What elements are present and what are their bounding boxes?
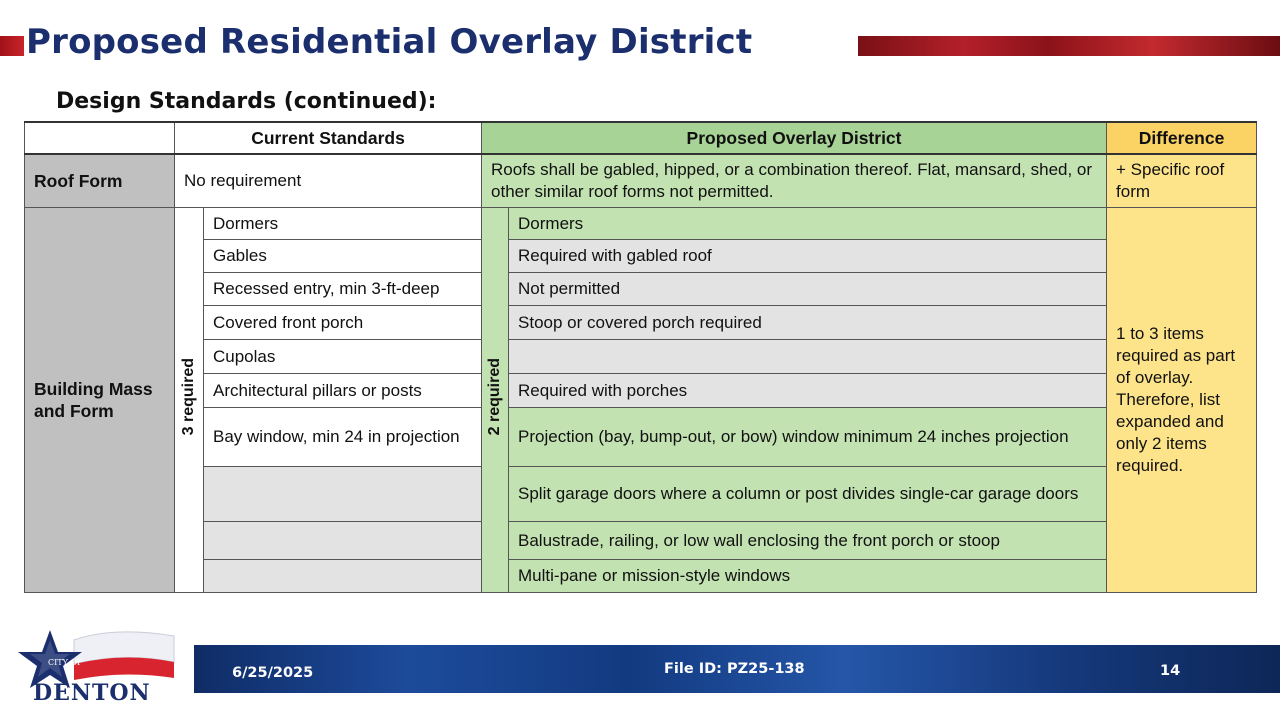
table-row-roof-form [25, 154, 1257, 208]
header-blank-cell [25, 122, 175, 154]
table-row-mass-2 [25, 240, 1257, 273]
roof-form-difference: + Specific roof form [1107, 154, 1257, 208]
logo-city-text: CITY OF [48, 658, 83, 667]
roof-form-current: No requirement [175, 154, 482, 208]
proposed-item-7: Projection (bay, bump-out, or bow) window minimum 24 inches projection [509, 408, 1107, 467]
current-item-4: Covered front porch [204, 306, 482, 340]
table-row-mass-5 [25, 340, 1257, 374]
roof-form-label: Roof Form [25, 154, 175, 208]
table-row-mass-7 [25, 408, 1257, 467]
current-required-count-cell [175, 208, 204, 593]
current-item-10 [204, 560, 482, 593]
table-row-mass-9 [25, 522, 1257, 560]
header-current-standards: Current Standards [175, 122, 482, 154]
proposed-required-count-cell [482, 208, 509, 593]
proposed-item-6: Required with porches [509, 374, 1107, 408]
table-row-mass-8 [25, 467, 1257, 522]
proposed-item-3: Not permitted [509, 273, 1107, 306]
page-title: Proposed Residential Overlay District [26, 22, 753, 62]
roof-form-proposed: Roofs shall be gabled, hipped, or a combination thereof. Flat, mansard, shed, or other similar roof forms not permitted. [482, 154, 1107, 208]
proposed-item-8: Split garage doors where a column or post divides single-car garage doors [509, 467, 1107, 522]
current-item-7: Bay window, min 24 in projection [204, 408, 482, 467]
footer-file-id: File ID: PZ25-138 [664, 661, 805, 677]
current-item-9 [204, 522, 482, 560]
current-item-8 [204, 467, 482, 522]
building-mass-difference: 1 to 3 items required as part of overlay. Therefore, list expanded and only 2 items required. [1107, 208, 1257, 593]
proposed-item-4: Stoop or covered porch required [509, 306, 1107, 340]
design-standards-table [24, 121, 1257, 593]
current-required-count: 3 required [180, 358, 197, 436]
section-subtitle: Design Standards (continued): [56, 89, 437, 114]
proposed-item-5 [509, 340, 1107, 374]
current-item-2: Gables [204, 240, 482, 273]
top-right-red-banner [858, 36, 1280, 56]
table-header-row [25, 122, 1257, 154]
table-row-mass-1 [25, 208, 1257, 240]
table-row-mass-6 [25, 374, 1257, 408]
proposed-item-2: Required with gabled roof [509, 240, 1107, 273]
proposed-item-10: Multi-pane or mission-style windows [509, 560, 1107, 593]
current-item-1: Dormers [204, 208, 482, 240]
current-item-6: Architectural pillars or posts [204, 374, 482, 408]
header-difference: Difference [1107, 122, 1257, 154]
current-item-5: Cupolas [204, 340, 482, 374]
header-proposed-overlay: Proposed Overlay District [482, 122, 1107, 154]
proposed-required-count: 2 required [486, 358, 504, 436]
left-red-accent [0, 36, 24, 56]
table-row-mass-4 [25, 306, 1257, 340]
proposed-item-9: Balustrade, railing, or low wall enclosing the front porch or stoop [509, 522, 1107, 560]
logo-denton-text: DENTON [33, 680, 151, 706]
table-row-mass-3 [25, 273, 1257, 306]
current-item-3: Recessed entry, min 3-ft-deep [204, 273, 482, 306]
building-mass-label: Building Mass and Form [25, 208, 175, 593]
footer-page-number: 14 [1160, 663, 1181, 679]
table-row-mass-10 [25, 560, 1257, 593]
proposed-item-1: Dormers [509, 208, 1107, 240]
footer-date: 6/25/2025 [232, 665, 314, 681]
